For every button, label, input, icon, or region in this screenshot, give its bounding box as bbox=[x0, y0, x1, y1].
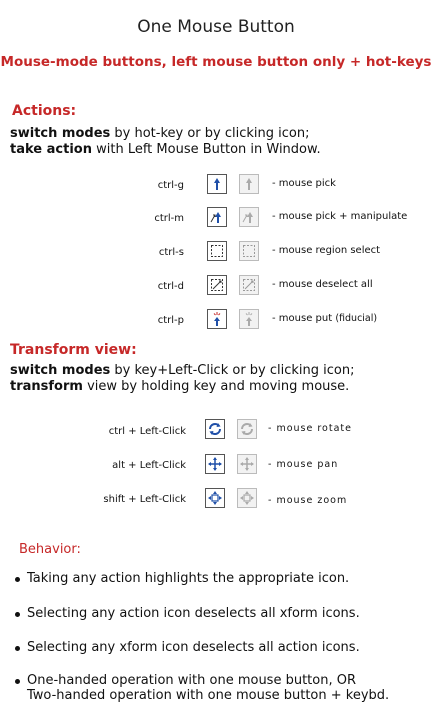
transform-line-1-bold: switch modes bbox=[10, 363, 111, 378]
behavior-item bbox=[15, 673, 389, 703]
behavior-heading: Behavior: bbox=[19, 542, 81, 557]
behavior-item bbox=[15, 571, 349, 586]
page-title: One Mouse Button bbox=[137, 17, 295, 37]
behavior-item bbox=[15, 606, 360, 621]
pan-icon[interactable] bbox=[205, 454, 225, 474]
zoom-icon[interactable] bbox=[205, 488, 225, 508]
action-key-manipulate: ctrl-m bbox=[154, 213, 184, 224]
actions-line-1-rest: by hot-key or by clicking icon; bbox=[110, 126, 310, 141]
bullet-dot-icon bbox=[15, 577, 20, 582]
action-key-put: ctrl-p bbox=[157, 315, 184, 326]
behavior-item-text: One-handed operation with one mouse button, OR bbox=[27, 673, 356, 688]
action-desc-put-note: (fiducial) bbox=[335, 313, 378, 324]
deselect-all-icon[interactable] bbox=[207, 275, 227, 295]
action-desc-deselect: - mouse deselect all bbox=[272, 279, 373, 290]
action-key-pick: ctrl-g bbox=[157, 180, 184, 191]
arrow-manipulate-icon[interactable] bbox=[207, 207, 227, 227]
action-key-deselect: ctrl-d bbox=[157, 281, 184, 292]
action-desc-put bbox=[272, 313, 377, 324]
actions-line-2-bold: take action bbox=[10, 142, 92, 157]
transform-line-1 bbox=[10, 363, 355, 379]
transform-desc-zoom: - mouse zoom bbox=[268, 495, 348, 506]
arrow-pick-icon[interactable] bbox=[207, 174, 227, 194]
actions-line-1-bold: switch modes bbox=[10, 126, 111, 141]
transform-desc-pan: - mouse pan bbox=[268, 459, 339, 470]
action-desc-pick: - mouse pick bbox=[272, 178, 336, 189]
transform-line-2-bold: transform bbox=[10, 379, 83, 394]
bullet-dot-icon bbox=[15, 679, 20, 684]
transform-key-zoom: shift + Left-Click bbox=[103, 494, 186, 505]
bullet-dot-icon bbox=[15, 612, 20, 617]
behavior-item-text: Selecting any xform icon deselects all action icons. bbox=[27, 640, 360, 655]
actions-line-1 bbox=[10, 126, 309, 142]
transform-desc-rotate: - mouse rotate bbox=[268, 423, 352, 434]
transform-line-2 bbox=[10, 379, 349, 395]
behavior-item-text: Taking any action highlights the appropriate icon. bbox=[27, 571, 350, 586]
behavior-item bbox=[15, 640, 360, 655]
deselect-all-icon-inactive[interactable] bbox=[239, 275, 259, 295]
actions-line-2-rest: with Left Mouse Button in Window. bbox=[91, 142, 321, 157]
behavior-item-text: Selecting any action icon deselects all xform icons. bbox=[27, 606, 360, 621]
arrow-manipulate-icon-inactive[interactable] bbox=[239, 207, 259, 227]
actions-line-2 bbox=[10, 142, 321, 158]
action-desc-region: - mouse region select bbox=[272, 245, 381, 256]
region-select-icon[interactable] bbox=[207, 241, 227, 261]
actions-heading: Actions: bbox=[12, 103, 77, 119]
page-subtitle: Mouse-mode buttons, left mouse button only + hot-keys bbox=[0, 54, 432, 70]
bullet-dot-icon bbox=[15, 646, 20, 651]
transform-heading: Transform view: bbox=[10, 342, 137, 358]
mouse-put-icon[interactable] bbox=[207, 309, 227, 329]
pan-icon-inactive[interactable] bbox=[237, 454, 257, 474]
transform-line-1-rest: by key+Left-Click or by clicking icon; bbox=[110, 363, 355, 378]
arrow-pick-icon-inactive[interactable] bbox=[239, 174, 259, 194]
mouse-put-icon-inactive[interactable] bbox=[239, 309, 259, 329]
transform-key-rotate: ctrl + Left-Click bbox=[108, 426, 186, 437]
rotate-icon[interactable] bbox=[205, 419, 225, 439]
action-desc-manipulate: - mouse pick + manipulate bbox=[272, 211, 408, 222]
transform-line-2-rest: view by holding key and moving mouse. bbox=[82, 379, 350, 394]
region-select-icon-inactive[interactable] bbox=[239, 241, 259, 261]
action-key-region: ctrl-s bbox=[158, 247, 184, 258]
action-desc-put-label: - mouse put bbox=[272, 313, 333, 324]
rotate-icon-inactive[interactable] bbox=[237, 419, 257, 439]
transform-key-pan: alt + Left-Click bbox=[112, 460, 186, 471]
behavior-item-text-continued: Two-handed operation with one mouse button + keybd. bbox=[27, 688, 390, 703]
zoom-icon-inactive[interactable] bbox=[237, 488, 257, 508]
